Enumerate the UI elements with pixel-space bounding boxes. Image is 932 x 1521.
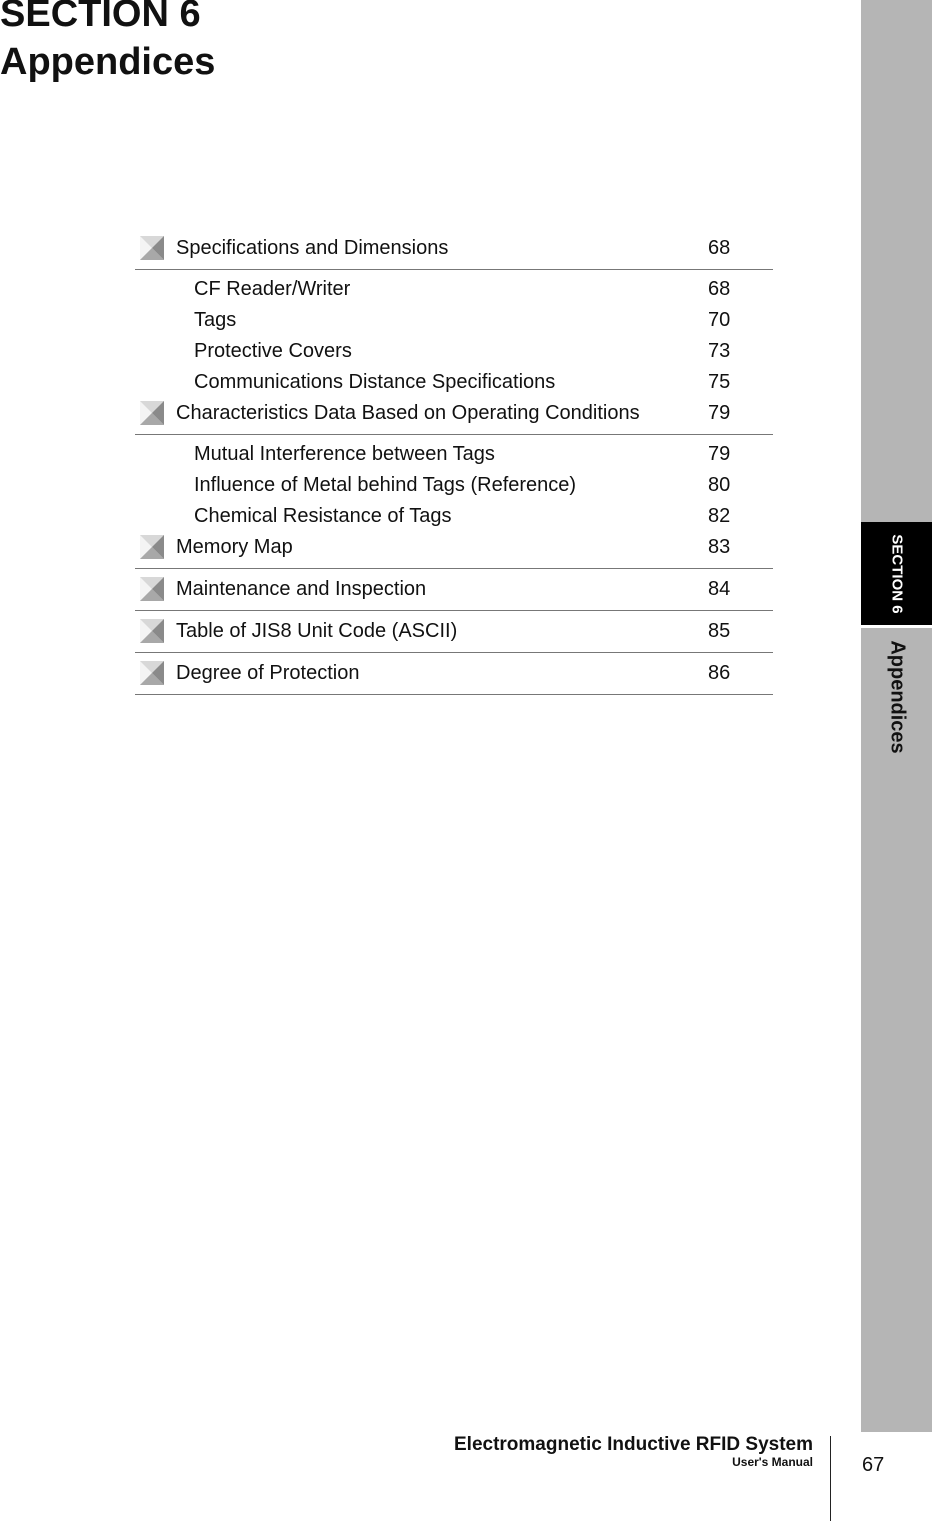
toc-entry-label: Characteristics Data Based on Operating Conditions bbox=[176, 402, 640, 424]
toc-entry-main[interactable] bbox=[135, 569, 773, 611]
section-title: Appendices bbox=[0, 41, 216, 83]
side-tab-divider bbox=[861, 625, 932, 628]
toc-entry-sub[interactable] bbox=[135, 305, 773, 336]
square-bullet-icon bbox=[140, 535, 164, 559]
toc-entry-main[interactable] bbox=[135, 228, 773, 270]
square-bullet-icon bbox=[140, 619, 164, 643]
footer-product-title: Electromagnetic Inductive RFID System bbox=[454, 1434, 813, 1455]
toc-entry-page: 73 bbox=[708, 340, 731, 362]
side-tab-title-text: Appendices bbox=[886, 640, 908, 754]
toc-entry-page: 79 bbox=[708, 402, 731, 424]
section-label: SECTION 6 bbox=[0, 0, 201, 35]
toc-entry-sub[interactable] bbox=[135, 274, 773, 305]
footer-divider bbox=[830, 1436, 831, 1521]
square-bullet-icon bbox=[140, 236, 164, 260]
toc-entry-page: 70 bbox=[708, 309, 731, 331]
toc-entry-page: 79 bbox=[708, 443, 731, 465]
square-bullet-icon bbox=[140, 401, 164, 425]
toc-entry-label: Maintenance and Inspection bbox=[176, 578, 427, 600]
table-of-contents bbox=[135, 228, 773, 695]
toc-entry-sub[interactable] bbox=[135, 439, 773, 470]
footer-manual-subtitle: User's Manual bbox=[732, 1455, 813, 1469]
square-bullet-icon bbox=[140, 577, 164, 601]
side-tab-section[interactable] bbox=[861, 522, 932, 625]
toc-entry-main[interactable] bbox=[135, 527, 773, 569]
toc-entry-page: 86 bbox=[708, 662, 731, 684]
toc-entry-main[interactable] bbox=[135, 393, 773, 435]
toc-entry-main[interactable] bbox=[135, 611, 773, 653]
side-tab-section-label: SECTION 6 bbox=[888, 533, 905, 614]
toc-entry-page: 75 bbox=[708, 371, 731, 393]
toc-entry-page: 85 bbox=[708, 620, 731, 642]
toc-entry-main[interactable] bbox=[135, 653, 773, 695]
toc-entry-label: Communications Distance Specifications bbox=[194, 371, 556, 393]
toc-entry-page: 84 bbox=[708, 578, 731, 600]
toc-entry-page: 83 bbox=[708, 536, 731, 558]
toc-entry-page: 68 bbox=[708, 237, 731, 259]
side-tab-title[interactable] bbox=[861, 632, 932, 762]
page-title bbox=[0, 0, 215, 86]
square-bullet-icon bbox=[140, 661, 164, 685]
toc-entry-label: Chemical Resistance of Tags bbox=[194, 505, 452, 527]
toc-entry-label: Mutual Interference between Tags bbox=[194, 443, 495, 465]
toc-entry-label: Table of JIS8 Unit Code (ASCII) bbox=[176, 620, 458, 642]
toc-entry-page: 68 bbox=[708, 278, 731, 300]
toc-entry-label: CF Reader/Writer bbox=[194, 278, 351, 300]
toc-entry-label: Protective Covers bbox=[194, 340, 352, 362]
toc-entry-label: Memory Map bbox=[176, 536, 293, 558]
toc-entry-label: Influence of Metal behind Tags (Reference) bbox=[194, 474, 577, 496]
toc-entry-label: Specifications and Dimensions bbox=[176, 237, 449, 259]
toc-entry-label: Tags bbox=[194, 309, 237, 331]
toc-entry-page: 82 bbox=[708, 505, 731, 527]
toc-entry-sub[interactable] bbox=[135, 470, 773, 501]
toc-entry-label: Degree of Protection bbox=[176, 662, 360, 684]
toc-entry-sub[interactable] bbox=[135, 336, 773, 367]
page-number: 67 bbox=[862, 1454, 885, 1476]
toc-entry-page: 80 bbox=[708, 474, 731, 496]
